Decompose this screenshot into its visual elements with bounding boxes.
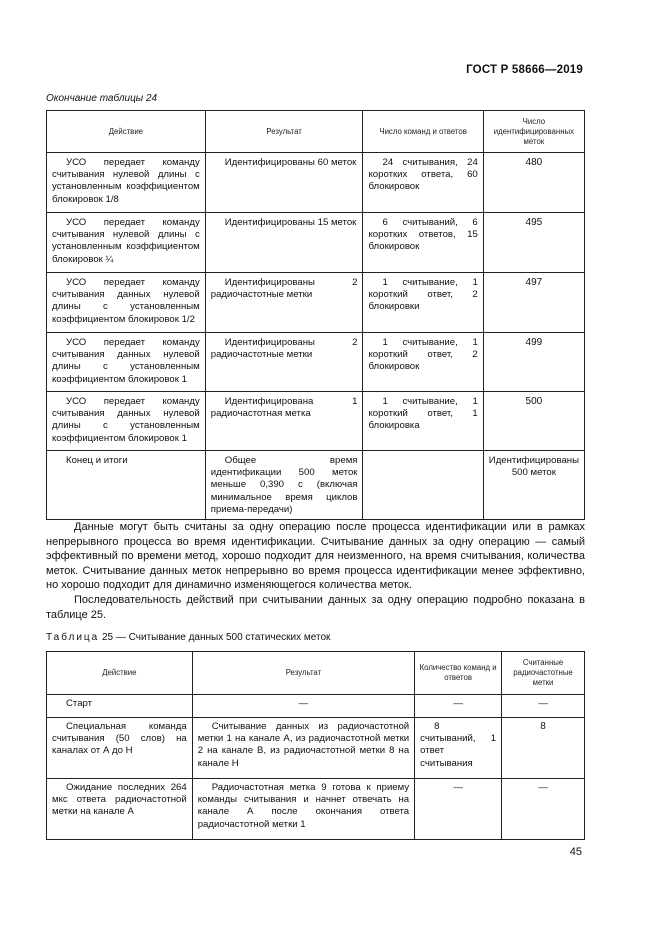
table-25-cell-result: Считывание данных из радиочастотной метки 1 на канале А, из радиочастотной метки 2 на канале В, из радиочастотной метки 8 на канале Н [192, 718, 414, 779]
table-25-header-action: Действие [47, 652, 193, 695]
table-24-cell-commands [363, 451, 483, 520]
table-24-cell-count: 480 [483, 153, 584, 213]
table-24-cell-action: УСО передает команду считывания нулевой длины с установленным коэффициентом блокировок ¼ [47, 213, 206, 273]
table-24-cell-count: 500 [483, 392, 584, 451]
table-24-cell-result: Общее время идентификации 500 меток меньше 0,390 с (включая минимальное время циклов приема-передачи) [205, 451, 363, 520]
table-24-header-result: Результат [205, 111, 363, 153]
table-24-cell-action: УСО передает команду считывания данных нулевой длины с установленным коэффициентом блокировок 1 [47, 333, 206, 392]
table-25-caption [46, 632, 330, 643]
table-row [47, 213, 585, 273]
table-24-header-row [47, 111, 585, 153]
body-paragraph-1: Данные могут быть считаны за одну операцию после процесса идентификации или в рамках непрерывного процесса во время идентификации. Считывание данных за одну операцию — самый эффективный по времени метод, хорошо подходит для неизменного, на время считывания, количества меток. Считывание данных меток непрерывно во время процесса идентификации менее эффективно, но хорошо подходит для динамично изменяющегося количества меток. [46, 521, 585, 592]
table-25-cell-result: Радиочастотная метка 9 готова к приему команды считывания и начнет отвечать на канале А после окончания ответа радиочастотной метки 1 [192, 779, 414, 840]
table-24-cell-action: Конец и итоги [47, 451, 206, 520]
table-25-header-commands: Количество команд и ответов [415, 652, 502, 695]
table-25-caption-prefix: Таблица [46, 632, 100, 643]
table-25-cell-action: Специальная команда считывания (50 слов) на каналах от А до Н [47, 718, 193, 779]
table-25-cell-count: — [502, 695, 585, 718]
table-24-cell-result: Идентифицированы 60 меток [205, 153, 363, 213]
table-row [47, 695, 585, 718]
table-25-cell-commands: — [415, 779, 502, 840]
table-24 [46, 110, 585, 520]
table-25-header-row [47, 652, 585, 695]
table-row [47, 779, 585, 840]
table-24-header-commands: Число команд и ответов [363, 111, 483, 153]
table-24-cell-commands: 1 считывание, 1 короткий ответ, 1 блокировка [363, 392, 483, 451]
table-row [47, 273, 585, 333]
table-24-cell-result: Идентифицированы 2 радиочастотные метки [205, 273, 363, 333]
table-24-cell-commands: 1 считывание, 1 короткий ответ, 2 блокировок [363, 333, 483, 392]
table-24-caption: Окончание таблицы 24 [46, 93, 158, 104]
table-25 [46, 651, 585, 840]
table-row [47, 333, 585, 392]
body-paragraph-2: Последовательность действий при считывании данных за одну операцию подробно показана в таблице 25. [46, 593, 585, 621]
table-24-cell-count: 497 [483, 273, 584, 333]
table-row [47, 451, 585, 520]
table-24-header-action: Действие [47, 111, 206, 153]
table-25-cell-action: Ожидание последних 264 мкс ответа радиочастотной метки на канале А [47, 779, 193, 840]
table-25-cell-commands: 8 считываний, 1 ответ считывания [415, 718, 502, 779]
table-25-cell-count: — [502, 779, 585, 840]
table-25-header-count: Считанные радиочастотные метки [502, 652, 585, 695]
table-24-cell-result: Идентифицирована 1 радиочастотная метка [205, 392, 363, 451]
body-text [46, 520, 585, 622]
table-row [47, 718, 585, 779]
table-24-cell-commands: 24 считывания, 24 коротких ответа, 60 блокировок [363, 153, 483, 213]
table-row [47, 392, 585, 451]
table-24-cell-action: УСО передает команду считывания данных нулевой длины с установленным коэффициентом блокировок 1/2 [47, 273, 206, 333]
table-25-header-result: Результат [192, 652, 414, 695]
table-24-cell-result: Идентифицированы 15 меток [205, 213, 363, 273]
table-25-cell-count: 8 [502, 718, 585, 779]
table-24-cell-action: УСО передает команду считывания данных нулевой длины с установленным коэффициентом блокировок 1 [47, 392, 206, 451]
table-24-cell-count: Идентифицированы 500 меток [483, 451, 584, 520]
table-24-cell-action: УСО передает команду считывания нулевой длины с установленным коэффициентом блокировок 1/8 [47, 153, 206, 213]
table-24-cell-count: 495 [483, 213, 584, 273]
table-25-cell-result: — [192, 695, 414, 718]
table-25-cell-commands: — [415, 695, 502, 718]
table-24-cell-count: 499 [483, 333, 584, 392]
table-24-header-count: Число идентифицированных меток [483, 111, 584, 153]
table-row [47, 153, 585, 213]
table-24-cell-commands: 6 считываний, 6 коротких ответов, 15 блокировок [363, 213, 483, 273]
document-code: ГОСТ Р 58666—2019 [466, 64, 583, 76]
table-24-cell-result: Идентифицированы 2 радиочастотные метки [205, 333, 363, 392]
table-25-caption-title: 25 — Считывание данных 500 статических меток [102, 632, 331, 643]
table-25-cell-action: Старт [47, 695, 193, 718]
page-number: 45 [569, 846, 582, 858]
table-24-cell-commands: 1 считывание, 1 короткий ответ, 2 блокировки [363, 273, 483, 333]
